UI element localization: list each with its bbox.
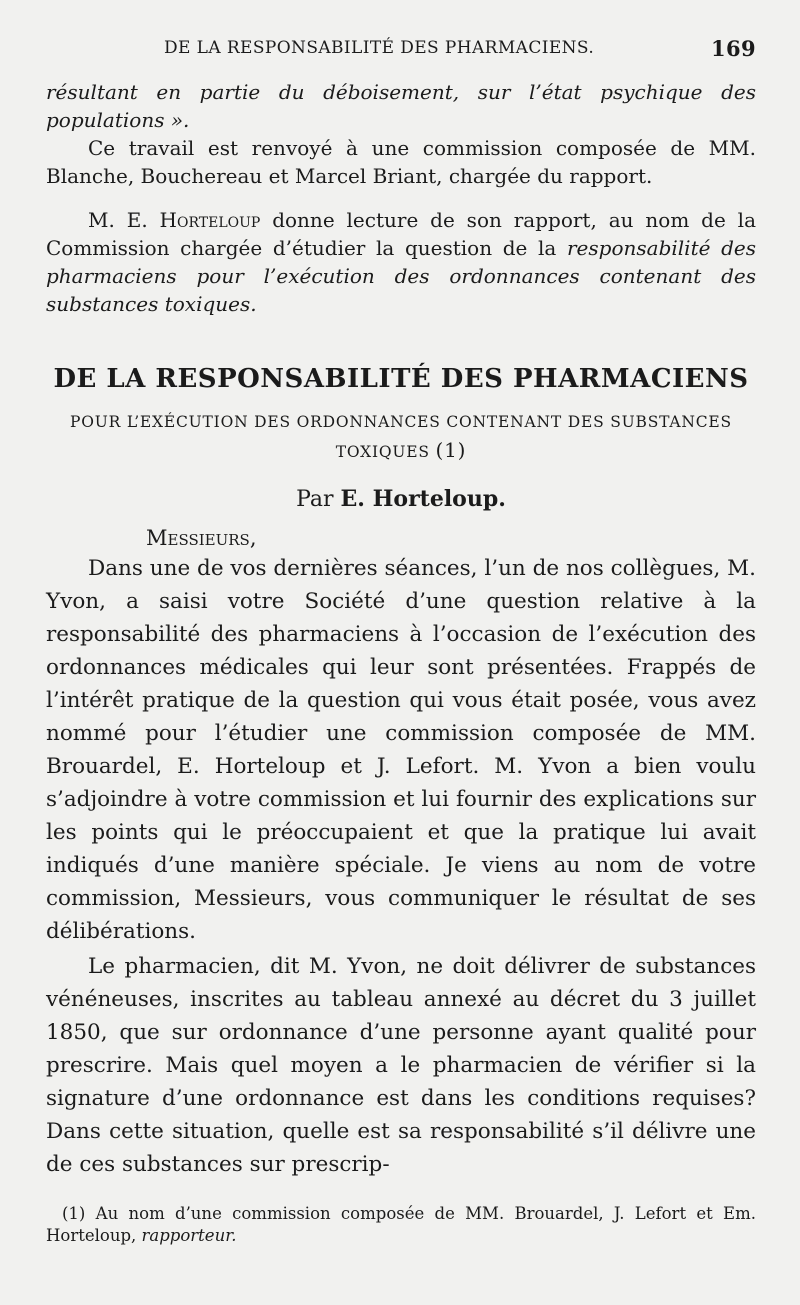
footnote-marker: (1) [435, 438, 467, 462]
article-subtitle: POUR L’EXÉCUTION DES ORDONNANCES CONTENANT DES SUBSTANCES TOXIQUES (1) [70, 413, 732, 462]
intro-paragraph-1: résultant en partie du déboisement, sur l’état psychique des populations ». [46, 80, 756, 132]
body-paragraph-1: Dans une de vos dernières séances, l’un de nos collègues, M. Yvon, a saisi votre Société d’une question relative à la responsabilité des pharmaciens à l’occasion de l’exécution des ordonnances médicales qui leur sont présentées. Frappés de l’intérêt pratique de la question qui vous était posée, vous avez nommé pour l’étudier une commission composée de MM. Brouardel, E. Horteloup et J. Lefort. M. Yvon a bien voulu s’adjoindre à votre commission et lui fournir des explications sur les points qui le préoccupaient et que la pratique lui avait indiqués d’une manière spéciale. Je viens au nom de votre commission, Messieurs, vous communiquer le résultat de ses délibérations. [46, 556, 756, 944]
intro-paragraph-2: Ce travail est renvoyé à une commission composée de MM. Blanche, Bouchereau et Marcel Briant, chargée du rapport. [46, 136, 756, 188]
footnote: (1) Au nom d’une commission composée de MM. Brouardel, J. Lefort et Em. Horteloup, rapporteur. [46, 1204, 756, 1245]
body-paragraph-2: Le pharmacien, dit M. Yvon, ne doit délivrer de substances vénéneuses, inscrites au tableau annexé au décret du 3 juillet 1850, que sur ordonnance d’une personne ayant qualité pour prescrire. Mais quel moyen a le pharmacien de vérifier si la signature d’une ordonnance est dans les conditions requises? Dans cette situation, quelle est sa responsabilité s’il délivre une de ces substances sur prescrip- [46, 954, 756, 1177]
article-author: Par E. Horteloup. [296, 486, 506, 512]
salutation: Messieurs, [146, 526, 257, 550]
intro-paragraph-3: M. E. Horteloup donne lecture de son rapport, au nom de la Commission chargée d’étudier la question de la responsabilité des pharmaciens pour l’exécution des ordonnances contenant des substances toxiques. [46, 208, 756, 316]
page-number: 169 [710, 36, 756, 61]
speaker-name: M. E. Horteloup [88, 208, 261, 232]
footnote-marker-bottom: (1) [62, 1204, 86, 1223]
running-header [46, 0, 756, 60]
article-title: DE LA RESPONSABILITÉ DES PHARMACIENS [53, 364, 749, 394]
running-title: DE LA RESPONSABILITÉ DES PHARMACIENS. [164, 38, 595, 58]
